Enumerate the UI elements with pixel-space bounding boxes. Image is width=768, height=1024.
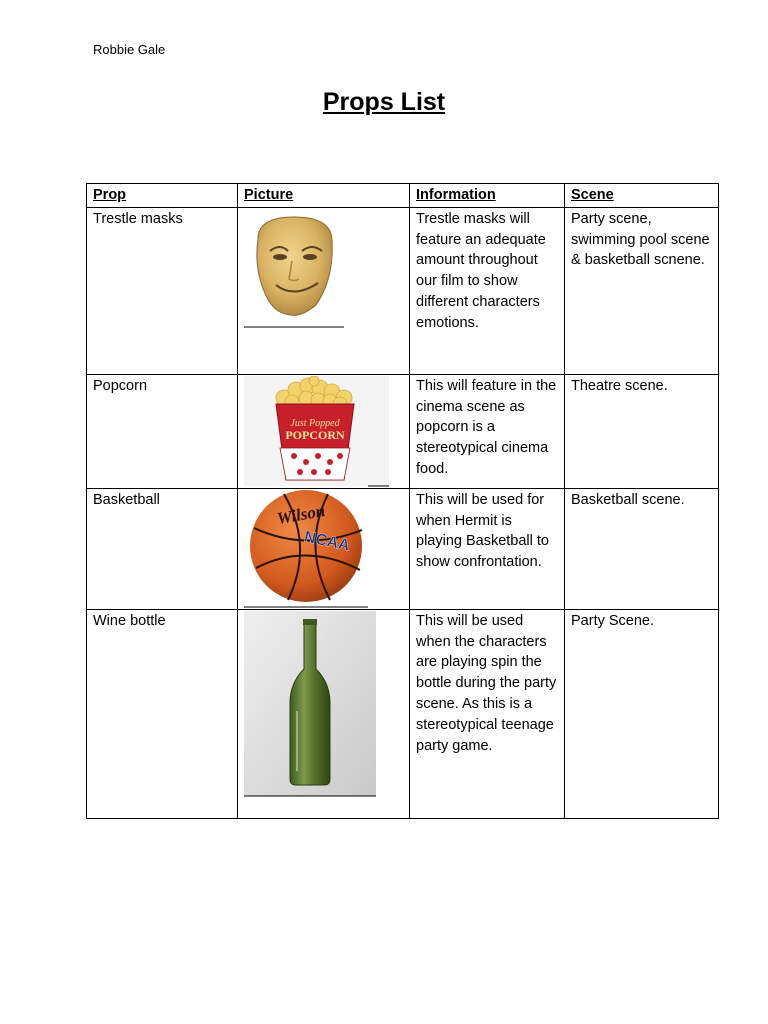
prop-cell: Trestle masks — [87, 207, 238, 374]
picture-cell — [238, 374, 410, 488]
scene-cell: Party scene, swimming pool scene & basketball scnene. — [565, 207, 719, 374]
header-picture: Picture — [238, 184, 410, 208]
popcorn-image — [244, 376, 403, 487]
props-table — [86, 183, 719, 819]
prop-cell: Basketball — [87, 488, 238, 609]
scene-cell: Theatre scene. — [565, 374, 719, 488]
information-cell: Trestle masks will feature an adequate amount throughout our film to show different characters emotions. — [410, 207, 565, 374]
popcorn-label-line1: Just Popped — [290, 417, 340, 429]
basketball-image — [244, 490, 403, 608]
prop-cell: Popcorn — [87, 374, 238, 488]
scene-cell: Basketball scene. — [565, 488, 719, 609]
picture-cell — [238, 488, 410, 609]
prop-cell: Wine bottle — [87, 609, 238, 818]
header-prop: Prop — [87, 184, 238, 208]
table-header-row — [87, 184, 719, 208]
picture-cell — [238, 609, 410, 818]
table-row — [87, 374, 719, 488]
popcorn-label-line2: POPCORN — [285, 427, 345, 442]
picture-cell — [238, 207, 410, 374]
wine-bottle-image — [244, 611, 403, 797]
table-row — [87, 488, 719, 609]
header-scene: Scene — [565, 184, 719, 208]
information-cell: This will feature in the cinema scene as popcorn is a stereotypical cinema food. — [410, 374, 565, 488]
basketball-brand: Wilson — [275, 500, 327, 528]
scene-cell: Party Scene. — [565, 609, 719, 818]
page-title: Props List — [322, 88, 446, 116]
information-cell: This will be used when the characters are playing spin the bottle during the party scene. As this is a stereotypical teenage party game. — [410, 609, 565, 818]
table-row — [87, 207, 719, 374]
mask-image — [244, 209, 403, 329]
basketball-league: NCAA — [302, 528, 352, 555]
information-cell: This will be used for when Hermit is playing Basketball to show confrontation. — [410, 488, 565, 609]
author-name: Robbie Gale — [93, 42, 166, 57]
header-information: Information — [410, 184, 565, 208]
table-row — [87, 609, 719, 818]
